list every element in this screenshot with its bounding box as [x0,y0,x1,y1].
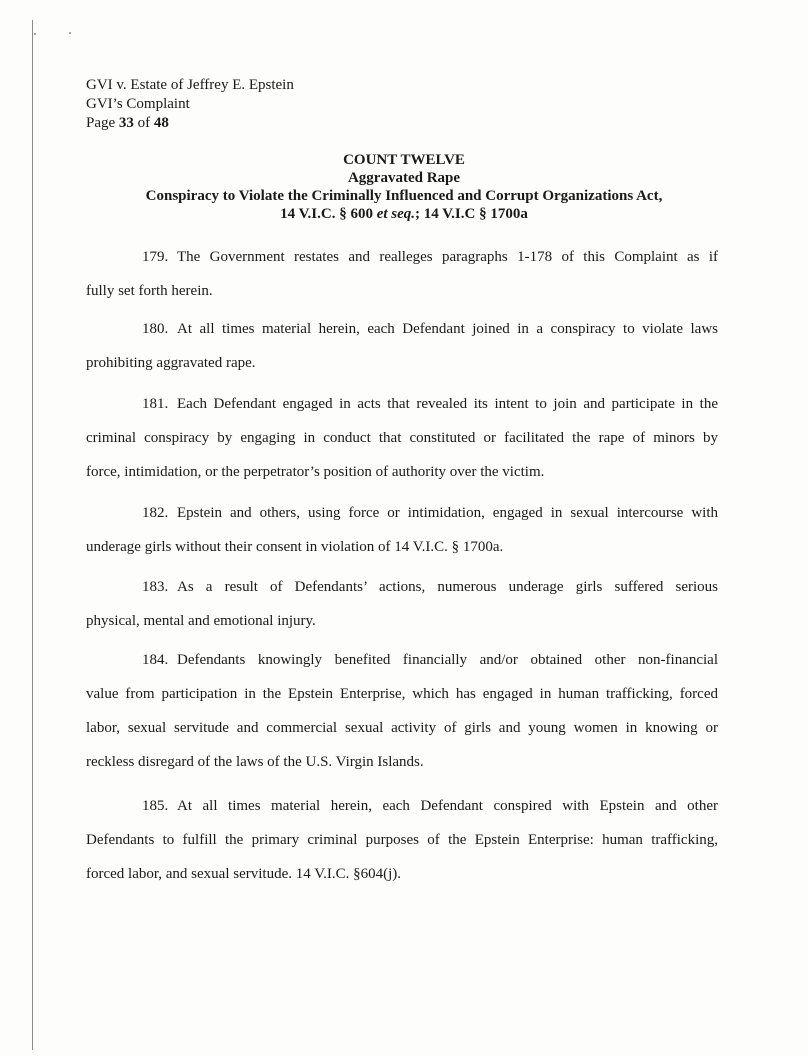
case-title: GVI v. Estate of Jeffrey E. Epstein [86,77,294,93]
paragraph-line [86,643,718,677]
paragraph-line: forced labor, and sexual servitude. 14 V.I.C. §604(j). [86,866,402,882]
paragraph-number: 183. [142,579,169,595]
paragraph-line: reckless disregard of the laws of the U.S. Virgin Islands. [86,754,424,770]
line-text: As a result of Defendants’ actions, numerous underage girls suffered serious [177,579,718,595]
paragraph-number: 185. [142,798,169,814]
line-text: Each Defendant engaged in acts that revealed its intent to join and participate in the [177,396,718,412]
paragraph-181 [86,387,718,489]
page-prefix: Page [86,115,119,131]
paragraph-line: fully set forth herein. [86,283,213,299]
paragraph-line: underage girls without their consent in violation of 14 V.I.C. § 1700a. [86,539,504,555]
paragraph-line [86,312,718,346]
conspiracy-heading: Conspiracy to Violate the Criminally Influenced and Corrupt Organizations Act, [145,188,663,204]
line-text: Epstein and others, using force or intimidation, engaged in sexual intercourse with [177,505,718,521]
page-number: 33 [118,115,134,131]
paragraph-179 [86,240,718,308]
paragraph-number: 182. [142,505,169,521]
doc-title: GVI’s Complaint [86,96,190,112]
paragraph-line: Defendants to fulfill the primary criminal purposes of the Epstein Enterprise: human trafficking, [86,832,718,848]
paragraph-line [86,496,718,530]
line-text: Defendants knowingly benefited financially and/or obtained other non-financial [177,652,718,668]
document-header [86,76,294,133]
paragraph-number: 179. [142,249,169,265]
line-text: At all times material herein, each Defendant conspired with Epstein and other [177,798,718,814]
count-heading: COUNT TWELVE [343,152,465,168]
paragraph-180 [86,312,718,380]
paragraph-line [86,240,718,274]
statute-part-b: ; 14 V.I.C § 1700a [415,206,528,222]
scan-speck [69,32,71,34]
paragraph-number: 184. [142,652,169,668]
paragraph-184 [86,643,718,779]
paragraph-line: physical, mental and emotional injury. [86,613,316,629]
paragraph-183 [86,570,718,638]
paragraph-line [86,387,718,421]
page-indicator [86,114,294,133]
paragraph-line: criminal conspiracy by engaging in conduct that constituted or facilitated the rape of minors by [86,430,718,446]
line-text: At all times material herein, each Defendant joined in a conspiracy to violate laws [177,321,718,337]
paragraph-line [86,570,718,604]
paragraph-number: 181. [142,396,169,412]
scan-speck [34,33,36,35]
statute-heading [86,205,722,223]
paragraph-line: value from participation in the Epstein Enterprise, which has engaged in human trafficking, forced [86,686,718,702]
count-subtitle: Aggravated Rape [347,170,461,186]
page-of: of [133,115,154,131]
paragraph-182 [86,496,718,564]
page-total: 48 [153,115,169,131]
paragraph-line: labor, sexual servitude and commercial sexual activity of girls and young women in knowing or [86,720,718,736]
paragraph-line [86,789,718,823]
statute-et-seq: et seq. [376,206,416,222]
paragraph-line: prohibiting aggravated rape. [86,355,256,371]
paragraph-line: force, intimidation, or the perpetrator’s position of authority over the victim. [86,464,545,480]
statute-part-a: 14 V.I.C. § 600 [280,206,377,222]
line-text: The Government restates and realleges paragraphs 1-178 of this Complaint as if [177,249,718,265]
left-margin-line [32,20,33,1050]
paragraph-185 [86,789,718,891]
paragraph-number: 180. [142,321,169,337]
